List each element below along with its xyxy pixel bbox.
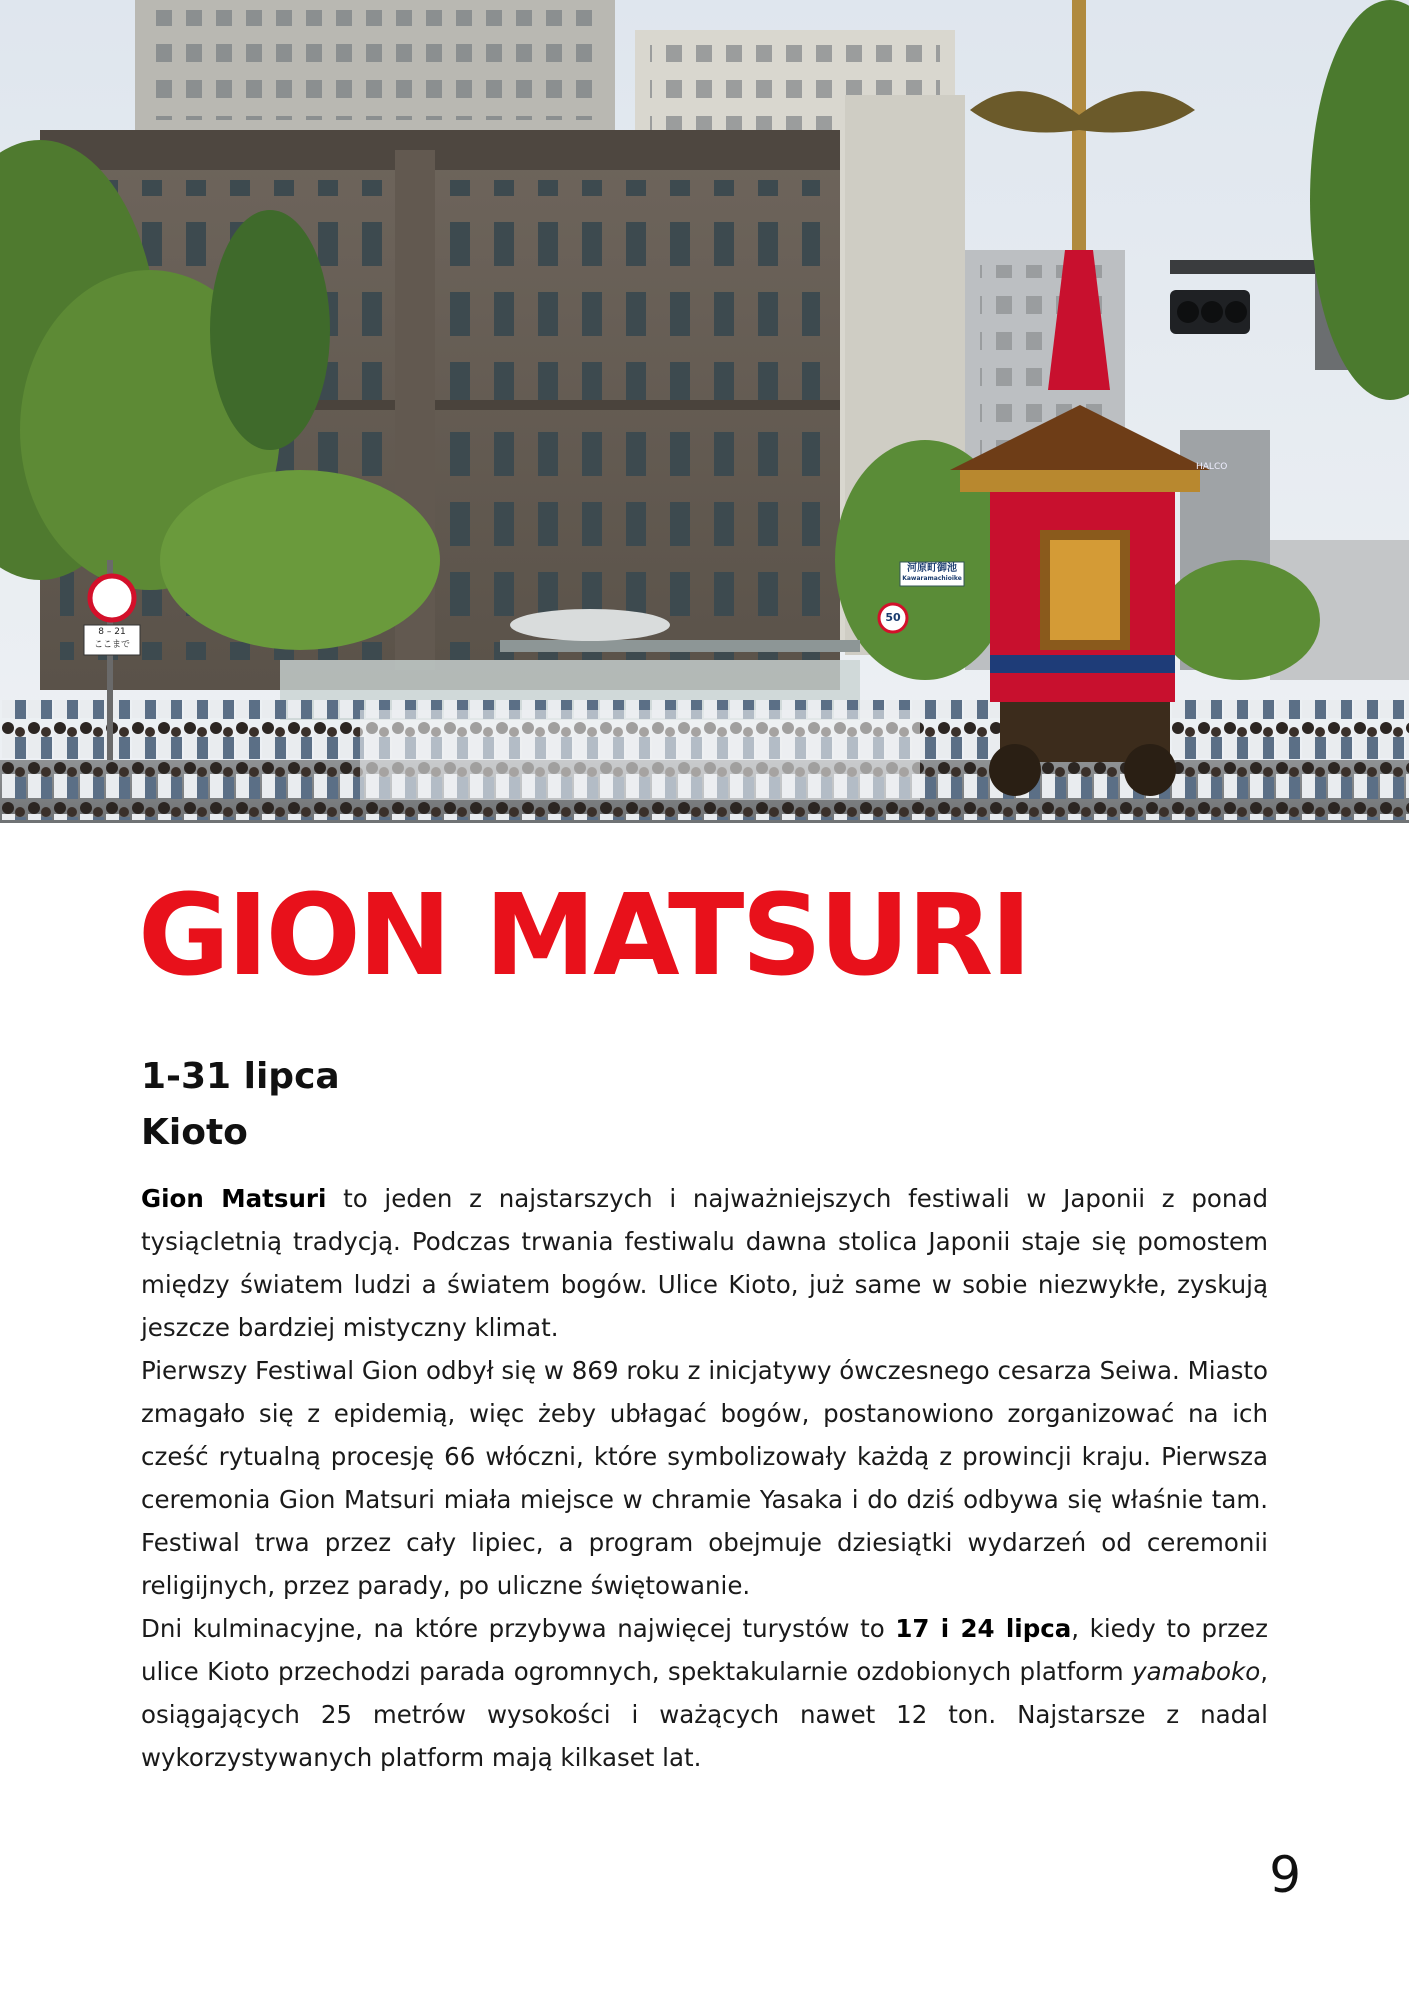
hero-photo: [0, 0, 1409, 823]
event-location: Kioto: [141, 1112, 248, 1153]
intro-lead: Gion Matsuri: [141, 1184, 327, 1213]
page-title: GION MATSURI: [138, 871, 1029, 1001]
building-sign-text: HALCO: [1196, 462, 1228, 472]
parking-sign-hours: 8 – 21: [98, 627, 126, 637]
parking-sign-sub: ここまで: [93, 640, 130, 650]
parking-sign-text: [85, 626, 139, 652]
paragraph-intro: [141, 1177, 1268, 1349]
climax-term: yamaboko: [1132, 1657, 1261, 1686]
history-text: Pierwszy Festiwal Gion odbył się w 869 roku z inicjatywy ówczesnego cesarza Seiwa. Miasto zmagało się z epidemią, więc żeby ubłagać bogów, postanowiono zorganizować na ich cześć rytualną procesję 66 włóczni, które symbolizowały każdą z prowincji kraju. Pierwsza ceremonia Gion Matsuri miała miejsce w chramie Yasaka i do dziś odbywa się właśnie tam. Festiwal trwa przez cały lipiec, a program obejmuje dziesiątki wydarzeń od ceremonii religijnych, przez parady, po uliczne świętowanie.: [141, 1356, 1268, 1600]
climax-text-middle: , kiedy to przez ulice Kioto przechodzi parada ogromnych, spektakularnie ozdobionych platform: [141, 1614, 1268, 1686]
festival-scene-illustration: [0, 0, 1409, 823]
paragraph-climax: [141, 1607, 1268, 1779]
climax-text-before: Dni kulminacyjne, na które przybywa najwięcej turystów to: [141, 1614, 896, 1643]
street-sign-text: [902, 564, 962, 583]
speed-sign-text: 50: [885, 611, 901, 624]
event-date: 1-31 lipca: [141, 1056, 340, 1097]
climax-dates: 17 i 24 lipca: [895, 1614, 1072, 1643]
paragraph-history: [141, 1349, 1268, 1607]
page-number: 9: [1269, 1846, 1301, 1904]
intro-text: to jeden z najstarszych i najważniejszych festiwali w Japonii z ponad tysiącletnią tradycją. Podczas trwania festiwalu dawna stolica Japonii staje się pomostem między światem ludzi a światem bogów. Ulice Kioto, już same w sobie niezwykłe, zyskują jeszcze bardziej mistyczny klimat.: [141, 1184, 1268, 1342]
street-sign-kanji: 河原町御池: [907, 563, 957, 574]
climax-text-after: , osiągających 25 metrów wysokości i ważących nawet 12 ton. Najstarsze z nadal wykorzystywanych platform mają kilkaset lat.: [141, 1657, 1268, 1772]
event-meta: [141, 1049, 340, 1161]
article-body: [141, 1177, 1268, 1779]
street-sign-romaji: Kawaramachioike: [902, 575, 962, 582]
